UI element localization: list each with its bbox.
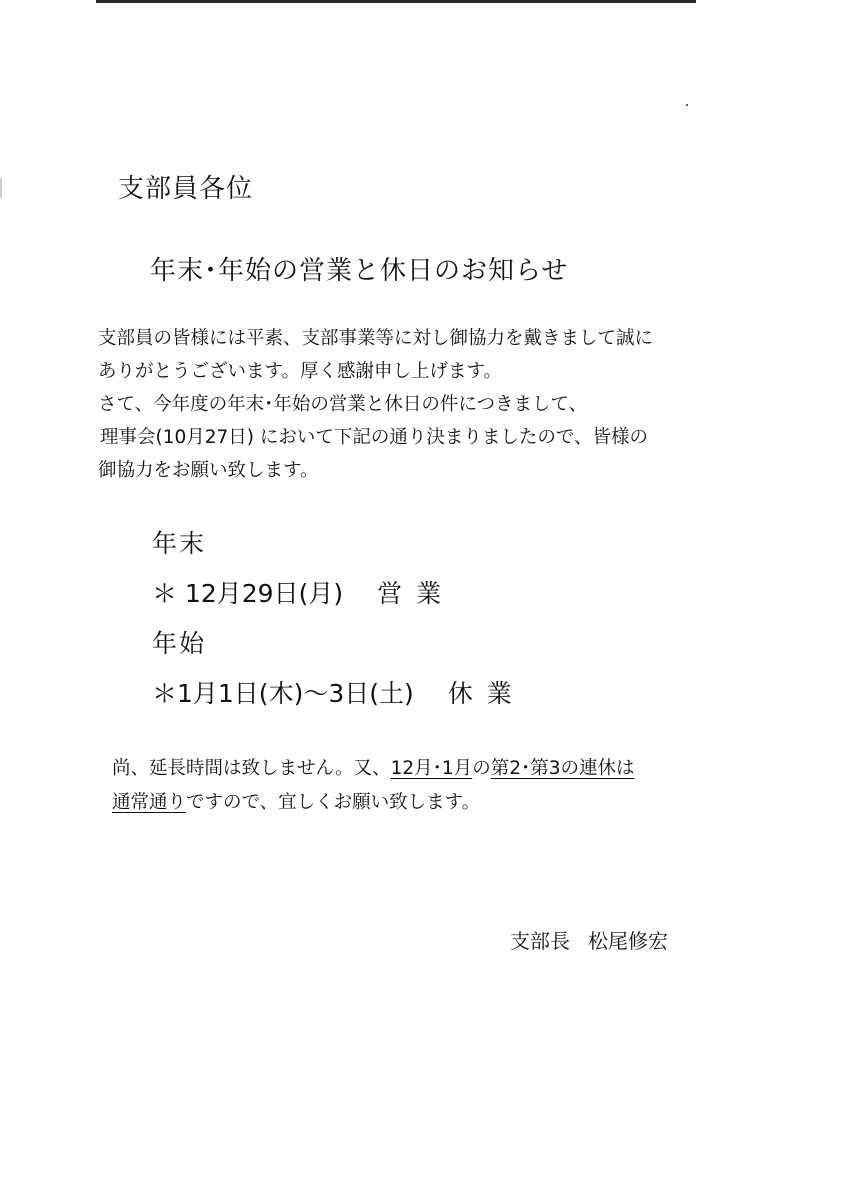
year-end-heading: 年末 (152, 529, 207, 558)
body-line-3: さて、今年度の年末･年始の営業と休日の件につきまして、 (98, 394, 588, 415)
signature-name: 松尾修宏 (588, 929, 668, 953)
new-year-row (152, 676, 526, 726)
new-year-status: 休業 (447, 679, 526, 708)
body-line-5: 御協力をお願い致します。 (98, 460, 319, 481)
note-line-2 (112, 786, 635, 820)
body-line-2: ありがとうございます。厚く感謝申し上げます。 (98, 361, 503, 382)
note-text-1: 尚、延長時間は致しません。又、 (112, 758, 391, 779)
body-paragraph (98, 322, 653, 487)
year-end-status: 営業 (377, 579, 456, 608)
note-underlined-months: 12月･1月 (390, 758, 473, 779)
signature-title: 支部長 (510, 929, 570, 953)
schedule-section (152, 526, 526, 726)
body-line-4: 理事会(10月27日) において下記の通り決まりましたので、皆様の (100, 427, 649, 448)
note-line-1 (112, 752, 635, 786)
scan-speck (686, 104, 688, 106)
note-underlined-normal: 通常通り (112, 792, 187, 813)
scan-edge-mark (0, 178, 2, 198)
new-year-date: ＊1月1日(木)～3日(土) (152, 679, 414, 708)
document-title: 年末･年始の営業と休日のお知らせ (150, 256, 569, 286)
body-line-1: 支部員の皆様には平素、支部事業等に対し御協力を戴きまして誠に (98, 328, 654, 349)
note-underlined-holidays: 第2･第3の連休は (490, 758, 635, 779)
year-end-row (152, 576, 526, 626)
scan-border-line (96, 0, 696, 3)
note-paragraph (112, 752, 635, 820)
addressee: 支部員各位 (118, 174, 254, 204)
note-text-2: の (472, 758, 491, 779)
year-end-date: ＊ 12月29日(月) (152, 579, 344, 608)
signature (510, 925, 668, 954)
note-text-3: ですので、宜しくお願い致します。 (186, 792, 481, 813)
new-year-heading: 年始 (152, 629, 207, 658)
